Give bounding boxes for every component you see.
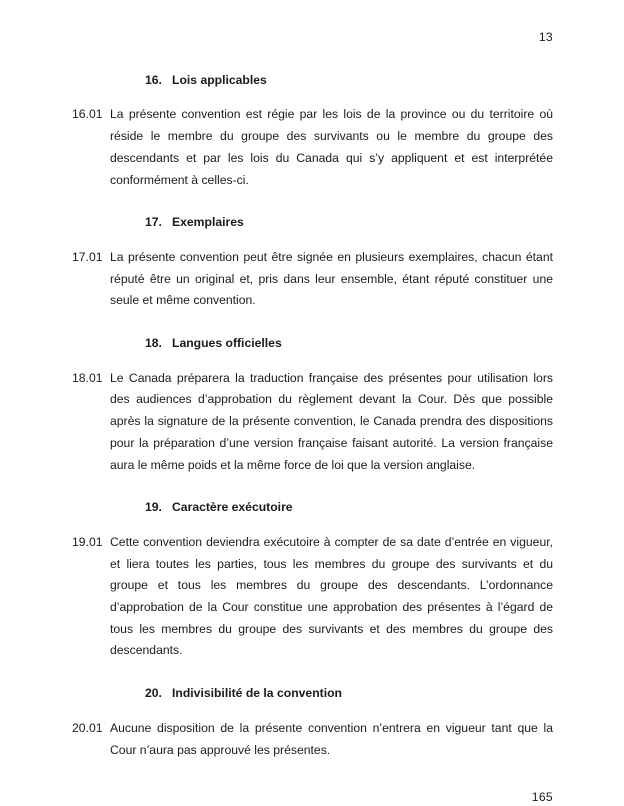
section-number: 17. [145,215,162,230]
paragraph-number: 20.01 [72,720,103,735]
section-heading-19 [145,497,553,519]
section-number: 16. [145,72,162,87]
paragraph-number: 18.01 [72,370,103,385]
section-title: Langues officielles [172,336,282,351]
paragraph-16-01 [72,104,553,191]
paragraph-text: La présente convention est régie par les lois de la province ou du territoire où réside le membre du groupe des survivants ou le membre du groupe des descendants et par les lois du Canada qui s’y appliquent et est interprétée conformément à celles-ci. [110,107,553,187]
section-title: Lois applicables [172,72,267,87]
section-title: Indivisibilité de la convention [172,686,342,701]
section-heading-20 [145,683,553,705]
paragraph-text: Cette convention deviendra exécutoire à compter de sa date d’entrée en vigueur, et liera toutes les parties, tous les membres du groupe des survivants et du groupe et tous les membres du groupe des descendants. L’ordonnance d’approbation de la Cour constitue une approbation des présentes à l’égard de tous les membres du groupe des survivants et des membres du groupe des descendants. [110,534,553,658]
paragraph-text: La présente convention peut être signée en plusieurs exemplaires, chacun étant réputé être un original et, pris dans leur ensemble, étant réputé constituer une seule et même convention. [110,249,553,308]
section-number: 18. [145,336,162,351]
section-title: Exemplaires [172,215,244,230]
header-page-number: 13 [538,30,553,44]
paragraph-text: Aucune disposition de la présente convention n’entrera en vigueur tant que la Cour n’aura pas approuvé les présentes. [110,720,553,757]
paragraph-20-01 [72,718,553,761]
section-heading-16 [145,70,553,92]
paragraph-18-01 [72,368,553,477]
paragraph-number: 17.01 [72,249,103,264]
section-title: Caractère exécutoire [172,500,293,515]
section-heading-17 [145,212,553,234]
paragraph-17-01 [72,247,553,312]
section-heading-18 [145,333,553,355]
section-number: 19. [145,500,162,515]
paragraph-19-01 [72,532,553,662]
paragraph-number: 16.01 [72,107,103,122]
footer-page-number: 165 [531,790,553,805]
paragraph-text: Le Canada préparera la traduction française des présentes pour utilisation lors des audiences d’approbation du règlement devant la Cour. Dès que possible après la signature de la présente convention, le Canada prendra des dispositions pour la préparation d’une version française faisant autorité. La version française aura le même poids et la même force de loi que la version anglaise. [110,370,553,472]
section-number: 20. [145,686,162,701]
paragraph-number: 19.01 [72,534,103,549]
